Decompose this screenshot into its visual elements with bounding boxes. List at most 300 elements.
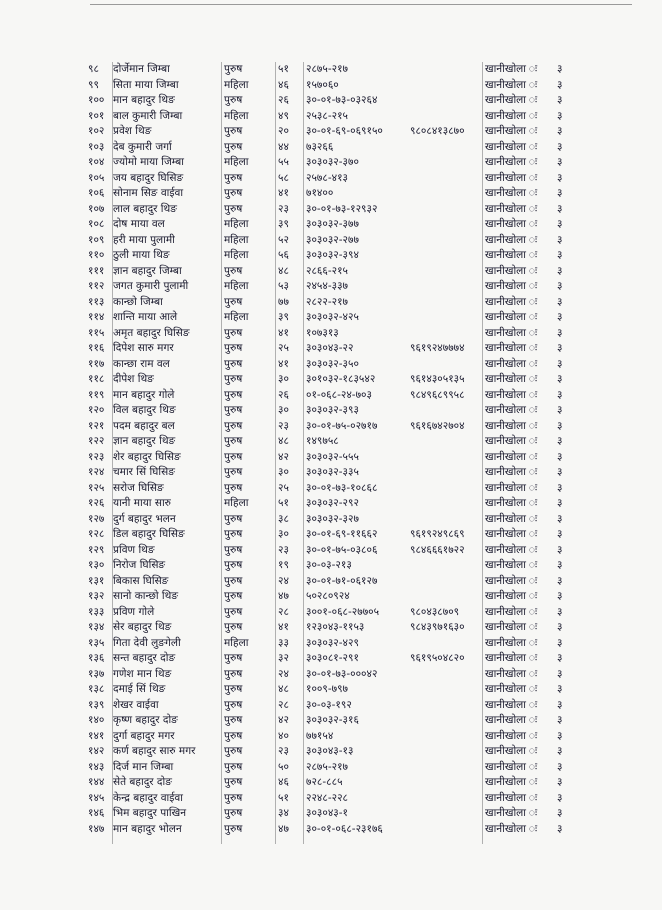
age-cell: ३४ <box>278 807 289 819</box>
table-row <box>0 419 662 435</box>
person-name-cell: सेर बहादुर थिङ <box>113 621 172 633</box>
citizenship-number-cell: ३०-०१-७३-०००४२ <box>306 667 378 680</box>
address-cell: खानीखोला ः <box>485 295 538 308</box>
serial-number-cell: १३९ <box>88 698 105 711</box>
person-name-cell: दीपेश थिङ <box>113 373 154 385</box>
person-name-cell: सानो कान्छो थिङ <box>113 590 179 602</box>
age-cell: ५६ <box>278 249 289 261</box>
address-cell: खानीखोला ः <box>485 683 538 695</box>
person-name-cell: ज्योमो माया जिम्बा <box>113 156 184 168</box>
citizenship-number-cell: ३०३०३२-४२९ <box>306 636 359 649</box>
person-name-cell: पदम बहादुर बल <box>113 419 175 432</box>
address-cell: खानीखोला ः <box>485 714 538 726</box>
gender-cell: महिला <box>224 233 249 246</box>
address-cell: खानीखोला ः <box>485 497 538 509</box>
age-cell: ४२ <box>278 714 289 726</box>
gender-cell: पुरुष <box>224 373 243 385</box>
table-row <box>0 806 662 822</box>
address-cell: खानीखोला ः <box>485 512 538 525</box>
phone-number-cell: ९८४६६६१७२२ <box>410 543 465 556</box>
address-cell: खानीखोला ः <box>485 218 538 230</box>
serial-number-cell: १४४ <box>88 776 105 788</box>
ward-number-cell: ३ <box>557 729 563 742</box>
ward-number-cell: ३ <box>557 373 563 385</box>
ward-number-cell: ३ <box>557 745 563 757</box>
table-row <box>0 93 662 109</box>
citizenship-number-cell: ३०३०३२-३७७ <box>306 218 359 230</box>
ward-number-cell: ३ <box>557 683 563 695</box>
ward-number-cell: ३ <box>557 590 563 602</box>
table-row <box>0 124 662 140</box>
gender-cell: पुरुष <box>224 481 243 494</box>
address-cell: खानीखोला ः <box>485 280 538 292</box>
age-cell: ४८ <box>278 683 289 695</box>
citizenship-number-cell: १००९-७९७ <box>306 683 349 695</box>
serial-number-cell: १०८ <box>88 218 105 230</box>
age-cell: ५३ <box>278 280 289 292</box>
ward-number-cell: ३ <box>557 404 563 416</box>
address-cell: खानीखोला ः <box>485 822 538 835</box>
citizenship-number-cell: २५३८-२१५ <box>306 109 349 122</box>
citizenship-number-cell: ३०-०१-७५-०२७१७ <box>306 419 378 432</box>
citizenship-number-cell: २८७५-२१७ <box>306 63 349 75</box>
citizenship-number-cell: ३०१०३२-१८३५४२ <box>306 373 376 385</box>
gender-cell: पुरुष <box>224 357 243 370</box>
age-cell: ४० <box>278 729 289 742</box>
ward-number-cell: ३ <box>557 574 563 587</box>
serial-number-cell: १२४ <box>88 466 105 478</box>
citizenship-number-cell: ३०३०३२-३३५ <box>306 466 359 478</box>
address-cell: खानीखोला ः <box>485 404 538 416</box>
age-cell: २८ <box>278 605 289 618</box>
ward-number-cell: ३ <box>557 280 563 292</box>
phone-number-cell: ९६१९५०४८२० <box>410 652 465 664</box>
person-name-cell: कान्छो जिम्बा <box>113 295 163 308</box>
person-name-cell: लाल बहादुर थिङ <box>113 202 177 215</box>
table-row <box>0 295 662 311</box>
table-row <box>0 465 662 481</box>
address-cell: खानीखोला ः <box>485 776 538 788</box>
top-border-line <box>90 4 632 5</box>
ward-number-cell: ३ <box>557 388 563 401</box>
gender-cell: पुरुष <box>224 745 243 757</box>
ward-number-cell: ३ <box>557 311 563 323</box>
table-row <box>0 78 662 94</box>
ward-number-cell: ३ <box>557 497 563 509</box>
ward-number-cell: ३ <box>557 822 563 835</box>
age-cell: ४१ <box>278 326 289 339</box>
gender-cell: पुरुष <box>224 543 243 556</box>
address-cell: खानीखोला ः <box>485 605 538 618</box>
person-name-cell: दुर्ग बहादुर भलन <box>113 512 176 525</box>
table-row <box>0 233 662 249</box>
gender-cell: पुरुष <box>224 559 243 571</box>
citizenship-number-cell: ३०३०३२-४२५ <box>306 311 359 323</box>
address-cell: खानीखोला ः <box>485 543 538 556</box>
age-cell: ५१ <box>278 63 289 75</box>
gender-cell: पुरुष <box>224 776 243 788</box>
gender-cell: महिला <box>224 109 249 122</box>
table-row <box>0 171 662 187</box>
ward-number-cell: ३ <box>557 528 563 540</box>
address-cell: खानीखोला ः <box>485 621 538 633</box>
citizenship-number-cell: ३०३०३२-३२७ <box>306 512 359 525</box>
table-row <box>0 636 662 652</box>
address-cell: खानीखोला ः <box>485 249 538 261</box>
table-row <box>0 202 662 218</box>
person-name-cell: मान बहादुर भोलन <box>113 822 182 835</box>
age-cell: ४६ <box>278 776 289 788</box>
table-row <box>0 512 662 528</box>
table-row <box>0 481 662 497</box>
ward-number-cell: ३ <box>557 94 563 106</box>
citizenship-number-cell: ३०-०१-७१-०६१२७ <box>306 574 378 587</box>
person-name-cell: कर्ण बहादुर सारु मगर <box>113 745 196 757</box>
citizenship-number-cell: २८६६-२१५ <box>306 264 349 277</box>
serial-number-cell: १४३ <box>88 760 105 773</box>
ward-number-cell: ३ <box>557 621 563 633</box>
age-cell: ५० <box>278 760 289 773</box>
citizenship-number-cell: १५७०६० <box>306 78 339 91</box>
person-name-cell: सेते बहादुर दोङ <box>113 776 172 788</box>
citizenship-number-cell: ३०-०१-७३-१२९३२ <box>306 202 378 215</box>
phone-number-cell: ९८४९६८९९५८ <box>410 388 465 401</box>
gender-cell: महिला <box>224 218 249 230</box>
person-name-cell: गिता देवी लुङगेली <box>113 636 181 649</box>
table-row <box>0 698 662 714</box>
age-cell: २३ <box>278 543 289 556</box>
citizenship-number-cell: २५७८-४१३ <box>306 171 349 184</box>
table-row <box>0 589 662 605</box>
person-name-cell: सरोज घिसिङ <box>113 481 164 494</box>
address-cell: खानीखोला ः <box>485 342 538 354</box>
gender-cell: पुरुष <box>224 667 243 680</box>
gender-cell: महिला <box>224 249 249 261</box>
ward-number-cell: ३ <box>557 636 563 649</box>
serial-number-cell: १२५ <box>88 481 105 494</box>
serial-number-cell: ११७ <box>88 357 105 370</box>
person-name-cell: दोष माया वल <box>113 218 165 230</box>
age-cell: ४१ <box>278 187 289 199</box>
age-cell: २८ <box>278 698 289 711</box>
serial-number-cell: १२३ <box>88 450 105 463</box>
citizenship-number-cell: २८२२-२१७ <box>306 295 349 308</box>
table-row <box>0 357 662 373</box>
serial-number-cell: १३४ <box>88 621 105 633</box>
address-cell: खानीखोला ः <box>485 311 538 323</box>
age-cell: १९ <box>278 559 289 571</box>
ward-number-cell: ३ <box>557 776 563 788</box>
table-row <box>0 760 662 776</box>
gender-cell: पुरुष <box>224 698 243 711</box>
table-row <box>0 155 662 171</box>
age-cell: ३० <box>278 466 289 478</box>
address-cell: खानीखोला ः <box>485 528 538 540</box>
citizenship-number-cell: १४९७५८ <box>306 435 339 447</box>
citizenship-number-cell: ३०-०१-६९-११६६२ <box>306 528 378 540</box>
address-cell: खानीखोला ः <box>485 667 538 680</box>
person-name-cell: देब कुमारी जर्गा <box>113 140 172 153</box>
citizenship-number-cell: ३०३०३२-३७० <box>306 156 359 168</box>
serial-number-cell: १२१ <box>88 419 105 432</box>
age-cell: ७७ <box>278 295 289 308</box>
person-name-cell: ठुली माया थिङ <box>113 249 170 261</box>
ward-number-cell: ३ <box>557 78 563 91</box>
person-name-cell: यानी माया सारु <box>113 497 171 509</box>
serial-number-cell: १२८ <box>88 528 105 540</box>
age-cell: ३९ <box>278 311 289 323</box>
person-name-cell: मान बहादुर गोले <box>113 388 175 401</box>
ward-number-cell: ३ <box>557 295 563 308</box>
serial-number-cell: १२९ <box>88 543 105 556</box>
address-cell: खानीखोला ः <box>485 202 538 215</box>
citizenship-number-cell: २२४८-२२८ <box>306 791 349 804</box>
ward-number-cell: ३ <box>557 233 563 246</box>
person-name-cell: सन्त बहादुर दोङ <box>113 652 176 664</box>
table-row <box>0 434 662 450</box>
address-cell: खानीखोला ः <box>485 574 538 587</box>
ward-number-cell: ३ <box>557 202 563 215</box>
citizenship-number-cell: १२३०४३-११५३ <box>306 621 365 633</box>
address-cell: खानीखोला ः <box>485 388 538 401</box>
person-name-cell: कान्छा राम वल <box>113 357 170 370</box>
gender-cell: पुरुष <box>224 171 243 184</box>
age-cell: ४७ <box>278 590 289 602</box>
table-row <box>0 558 662 574</box>
person-name-cell: शेर बहादुर घिसिङ <box>113 450 181 463</box>
address-cell: खानीखोला ः <box>485 481 538 494</box>
citizenship-number-cell: ३०३०३२-३५० <box>306 357 359 370</box>
citizenship-number-cell: २८७५-२१७ <box>306 760 349 773</box>
age-cell: ५१ <box>278 497 289 509</box>
table-row <box>0 186 662 202</box>
person-name-cell: प्रविण गोले <box>113 605 155 618</box>
table-row <box>0 729 662 745</box>
citizenship-number-cell: ३०-०१-७३-०३२६४ <box>306 94 378 106</box>
address-cell: खानीखोला ः <box>485 187 538 199</box>
phone-number-cell: ९६१९२४७७७४ <box>410 342 465 354</box>
citizenship-number-cell: ३०-०३-२१३ <box>306 559 352 571</box>
gender-cell: पुरुष <box>224 621 243 633</box>
age-cell: २६ <box>278 388 289 401</box>
person-name-cell: दुर्गा बहादुर मगर <box>113 729 175 742</box>
table-row <box>0 667 662 683</box>
serial-number-cell: १०९ <box>88 233 105 246</box>
age-cell: ३३ <box>278 636 289 649</box>
ward-number-cell: ३ <box>557 807 563 819</box>
age-cell: ५८ <box>278 171 289 184</box>
table-row <box>0 217 662 233</box>
serial-number-cell: १४१ <box>88 729 105 742</box>
phone-number-cell: ९८०४३८७०९ <box>410 605 460 618</box>
serial-number-cell: १३० <box>88 559 105 571</box>
age-cell: ४८ <box>278 435 289 447</box>
serial-number-cell: १०२ <box>88 125 105 137</box>
serial-number-cell: १०३ <box>88 140 105 153</box>
person-name-cell: मान बहादुर थिङ <box>113 94 175 106</box>
serial-number-cell: १३५ <box>88 636 105 649</box>
table-row <box>0 140 662 156</box>
citizenship-number-cell: ३०३०८१-२९१ <box>306 652 359 664</box>
ward-number-cell: ३ <box>557 342 563 354</box>
ward-number-cell: ३ <box>557 760 563 773</box>
ward-number-cell: ३ <box>557 698 563 711</box>
person-name-cell: जगत कुमारी पुलामी <box>113 280 189 292</box>
age-cell: ३० <box>278 528 289 540</box>
citizenship-number-cell: ७७१५४ <box>306 729 334 742</box>
age-cell: ४९ <box>278 109 289 122</box>
serial-number-cell: १२० <box>88 404 105 416</box>
table-row <box>0 388 662 404</box>
ward-number-cell: ३ <box>557 357 563 370</box>
age-cell: ३० <box>278 373 289 385</box>
serial-number-cell: ९९ <box>88 78 99 91</box>
person-name-cell: केन्द्र बहादुर वाईवा <box>113 791 183 804</box>
ward-number-cell: ३ <box>557 419 563 432</box>
table-row <box>0 248 662 264</box>
ward-number-cell: ३ <box>557 171 563 184</box>
gender-cell: पुरुष <box>224 574 243 587</box>
phone-number-cell: ९८०८४१३८७० <box>410 125 465 137</box>
person-name-cell: प्रविण थिङ <box>113 543 155 556</box>
gender-cell: पुरुष <box>224 590 243 602</box>
serial-number-cell: १४५ <box>88 791 105 804</box>
age-cell: ४२ <box>278 450 289 463</box>
person-name-cell: सिता माया जिम्बा <box>113 78 179 91</box>
person-name-cell: बिकास घिसिङ <box>113 574 169 587</box>
table-row <box>0 264 662 280</box>
serial-number-cell: १४७ <box>88 822 105 835</box>
table-row <box>0 372 662 388</box>
address-cell: खानीखोला ः <box>485 435 538 447</box>
serial-number-cell: १०१ <box>88 109 105 122</box>
citizenship-number-cell: ३०३०३२-३९४ <box>306 249 359 261</box>
citizenship-number-cell: ३०३०३२-३९३ <box>306 404 359 416</box>
gender-cell: पुरुष <box>224 714 243 726</box>
citizenship-number-cell: ३०३०३२-५५५ <box>306 450 359 463</box>
serial-number-cell: १३६ <box>88 652 105 664</box>
person-name-cell: अमृत बहादुर घिसिङ <box>113 326 190 339</box>
serial-number-cell: ११० <box>88 249 105 261</box>
gender-cell: पुरुष <box>224 63 243 75</box>
age-cell: ४४ <box>278 140 289 153</box>
citizenship-number-cell: ३०३०४३-१३ <box>306 745 354 757</box>
person-name-cell: गणेश मान थिङ <box>113 667 172 680</box>
table-row <box>0 543 662 559</box>
age-cell: ४८ <box>278 264 289 277</box>
gender-cell: महिला <box>224 280 249 292</box>
age-cell: ४६ <box>278 78 289 91</box>
address-cell: खानीखोला ः <box>485 559 538 571</box>
ward-number-cell: ३ <box>557 512 563 525</box>
gender-cell: पुरुष <box>224 125 243 137</box>
address-cell: खानीखोला ः <box>485 357 538 370</box>
gender-cell: पुरुष <box>224 605 243 618</box>
person-name-cell: शान्ति माया आले <box>113 311 178 323</box>
citizenship-number-cell: ३०३०४३-१ <box>306 807 349 819</box>
age-cell: २४ <box>278 574 289 587</box>
serial-number-cell: ११३ <box>88 295 105 308</box>
ward-number-cell: ३ <box>557 450 563 463</box>
citizenship-number-cell: ३०-०१-७३-१०८६८ <box>306 481 378 494</box>
table-row <box>0 822 662 838</box>
serial-number-cell: १०७ <box>88 202 105 215</box>
gender-cell: महिला <box>224 311 249 323</box>
address-cell: खानीखोला ः <box>485 264 538 277</box>
person-name-cell: डिल बहादुर घिसिङ <box>113 528 185 540</box>
gender-cell: महिला <box>224 156 249 168</box>
address-cell: खानीखोला ः <box>485 140 538 153</box>
serial-number-cell: १३८ <box>88 683 105 695</box>
address-cell: खानीखोला ः <box>485 63 538 75</box>
gender-cell: पुरुष <box>224 760 243 773</box>
address-cell: खानीखोला ः <box>485 94 538 106</box>
serial-number-cell: १०५ <box>88 171 105 184</box>
person-name-cell: निरोज घिसिङ <box>113 559 166 571</box>
citizenship-number-cell: ३०३०३२-२९२ <box>306 497 359 509</box>
table-row <box>0 605 662 621</box>
ward-number-cell: ३ <box>557 791 563 804</box>
address-cell: खानीखोला ः <box>485 807 538 819</box>
citizenship-number-cell: ३०३०४३-२२ <box>306 342 354 354</box>
serial-number-cell: ११९ <box>88 388 105 401</box>
address-cell: खानीखोला ः <box>485 590 538 602</box>
voter-list-table <box>0 62 662 837</box>
table-row <box>0 527 662 543</box>
gender-cell: पुरुष <box>224 187 243 199</box>
age-cell: ३० <box>278 404 289 416</box>
ward-number-cell: ३ <box>557 187 563 199</box>
age-cell: ४१ <box>278 357 289 370</box>
ward-number-cell: ३ <box>557 481 563 494</box>
serial-number-cell: १०० <box>88 94 105 106</box>
age-cell: ४७ <box>278 822 289 835</box>
ward-number-cell: ३ <box>557 543 563 556</box>
serial-number-cell: १४६ <box>88 807 105 819</box>
gender-cell: महिला <box>224 497 249 509</box>
gender-cell: पुरुष <box>224 342 243 354</box>
person-name-cell: चमार सिं घिसिङ <box>113 466 175 478</box>
age-cell: २३ <box>278 745 289 757</box>
person-name-cell: दिर्ज मान जिम्बा <box>113 760 174 773</box>
age-cell: ५२ <box>278 233 289 246</box>
gender-cell: पुरुष <box>224 404 243 416</box>
gender-cell: पुरुष <box>224 512 243 525</box>
serial-number-cell: १२२ <box>88 435 105 447</box>
age-cell: ५१ <box>278 791 289 804</box>
table-row <box>0 791 662 807</box>
address-cell: खानीखोला ः <box>485 745 538 757</box>
ward-number-cell: ३ <box>557 466 563 478</box>
table-row <box>0 310 662 326</box>
address-cell: खानीखोला ः <box>485 373 538 385</box>
address-cell: खानीखोला ः <box>485 109 538 122</box>
serial-number-cell: १०४ <box>88 156 105 168</box>
gender-cell: पुरुष <box>224 388 243 401</box>
citizenship-number-cell: ७३२६६ <box>306 140 334 153</box>
age-cell: २३ <box>278 419 289 432</box>
person-name-cell: जय बहादुर घिसिङ <box>113 171 184 184</box>
gender-cell: पुरुष <box>224 264 243 277</box>
gender-cell: पुरुष <box>224 683 243 695</box>
serial-number-cell: १११ <box>88 264 105 277</box>
citizenship-number-cell: २४५४-३३७ <box>306 280 349 292</box>
address-cell: खानीखोला ः <box>485 450 538 463</box>
address-cell: खानीखोला ः <box>485 125 538 137</box>
ward-number-cell: ३ <box>557 559 563 571</box>
gender-cell: पुरुष <box>224 822 243 835</box>
citizenship-number-cell: ३०-०१-०६८-२३१७६ <box>306 822 383 835</box>
